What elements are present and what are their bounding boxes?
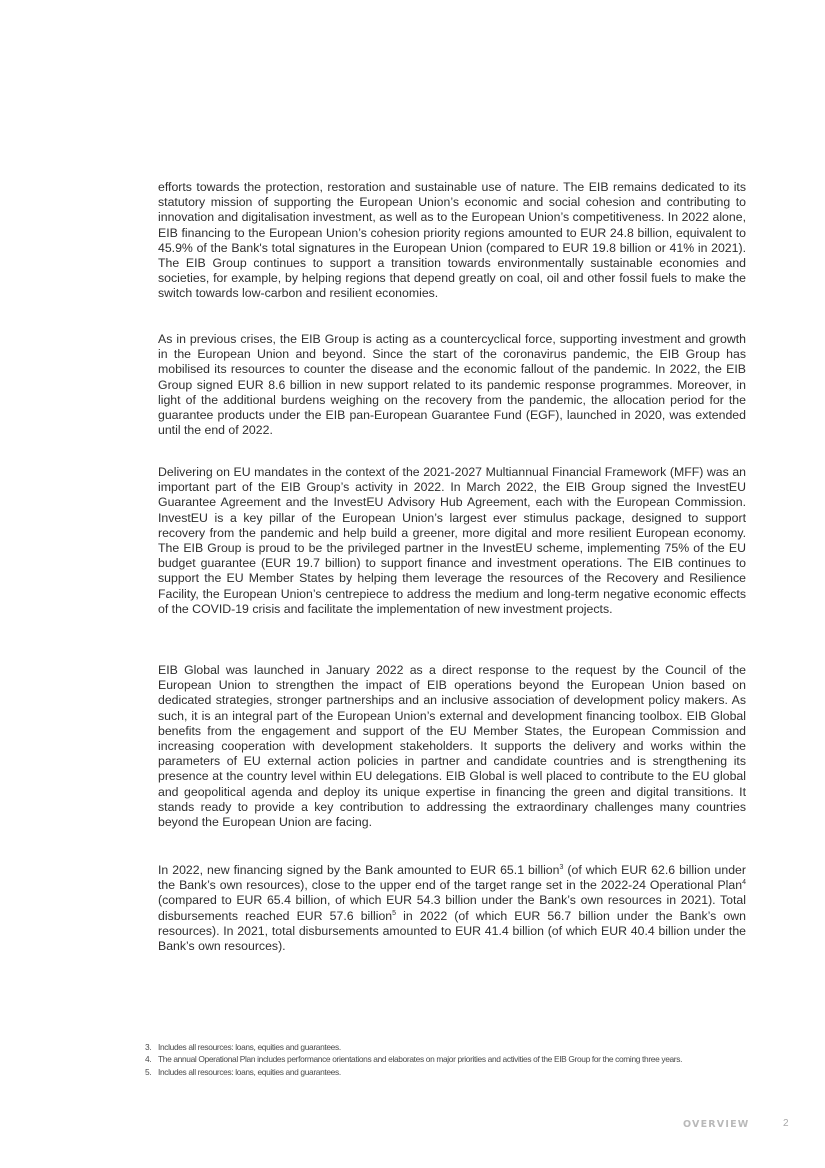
paragraph-text: EIB Global was launched in January 2022 as a direct response to the request by the Council of the European Union to strengthen the impact of EIB operations beyond the European Union based on dedicated strategies, stronger partnerships and an inclusive association of development policy makers. As such, it is an integral part of the European Union’s external and development financing toolbox. EIB Global benefits from the engagement and support of the EU Member States, the European Commission and increasing cooperation with development stakeholders. It supports the delivery and works within the parameters of EU external action policies in partner and candidate countries and is strengthening its presence at the country level within EU delegations. EIB Global is well placed to contribute to the EU global and geopolitical agenda and deploy its unique expertise in financing the green and digital transitions. It stands ready to provide a key contribution to addressing the extraordinary challenges many countries beyond the European Union are facing. (158, 663, 746, 830)
section-label: OVERVIEW (683, 1119, 750, 1130)
paragraph-financing-2022 (158, 863, 746, 954)
footnote-ref-4[interactable]: 4 (742, 879, 746, 887)
footnote-4 (145, 1053, 765, 1065)
paragraph-text: efforts towards the protection, restoration and sustainable use of nature. The EIB remains dedicated to its statutory mission of supporting the European Union’s economic and social cohesion and contributing to innovation and digitalisation investment, as well as to the European Union’s competitiveness. In 2022 alone, EIB financing to the European Union’s cohesion priority regions amounted to EUR 24.8 billion, equivalent to 45.9% of the Bank's total signatures in the European Union (compared to EUR 19.8 billion or 41% in 2021). The EIB Group continues to support a transition towards environmentally sustainable economies and societies, for example, by helping regions that depend greatly on coal, oil and other fossil fuels to make the switch towards low-carbon and resilient economies. (158, 180, 746, 301)
footnote-ref-5[interactable]: 5 (392, 909, 397, 917)
footnote-text: The annual Operational Plan includes performance orientations and elaborates on major priorities and activities of the EIB Group for the coming three years. (158, 1054, 683, 1065)
paragraph-crisis-response (158, 332, 746, 438)
paragraph-text: As in previous crises, the EIB Group is acting as a countercyclical force, supporting investment and growth in the European Union and beyond. Since the start of the coronavirus pandemic, the EIB Group has mobilised its resources to counter the disease and the economic fallout of the pandemic. In 2022, the EIB Group signed EUR 8.6 billion in new support related to its pandemic response programmes. Moreover, in light of the additional burdens weighing on the recovery from the pandemic, the allocation period for the guarantee products under the EIB pan-European Guarantee Fund (EGF), launched in 2020, was extended until the end of 2022. (158, 332, 746, 438)
paragraph-cohesion (158, 180, 746, 302)
footnote-number: 5. (145, 1066, 152, 1077)
paragraph-eu-mandates (158, 465, 746, 617)
footnote-number: 4. (145, 1054, 152, 1065)
paragraph-text (158, 863, 746, 954)
footnote-5 (145, 1066, 765, 1078)
text-run: In 2022, new financing signed by the Bank amounted to EUR 65.1 billion (158, 863, 560, 877)
text-run: in 2022 (of which EUR 56.7 billion under the Bank’s own resources). In 2021, total disbursements amounted to EUR 41.4 billion (of which EUR 40.4 billion under the Bank’s own resources). (158, 908, 746, 954)
footnote-text: Includes all resources: loans, equities and guarantees. (158, 1042, 341, 1052)
text-run: (of which EUR 62.6 billion under the Bank’s own resources), close to the upper end of the target range set in the 2022-24 Operational Plan (158, 863, 746, 893)
page-number: 2 (783, 1118, 789, 1129)
footnote-text: Includes all resources: loans, equities and guarantees. (158, 1066, 341, 1077)
footnotes (145, 1041, 765, 1078)
paragraph-eib-global (158, 663, 746, 830)
text-run: (compared to EUR 65.4 billion, of which EUR 54.3 billion under the Bank’s own resources in 2021). Total disbursements reached EUR 57.6 billion (158, 893, 746, 923)
footnote-3 (145, 1041, 765, 1053)
paragraph-text: Delivering on EU mandates in the context of the 2021-2027 Multiannual Financial Framework (MFF) was an important part of the EIB Group’s activity in 2022. In March 2022, the EIB Group signed the InvestEU Guarantee Agreement and the InvestEU Advisory Hub Agreement, each with the European Commission. InvestEU is a key pillar of the European Union’s largest ever stimulus package, designed to support recovery from the pandemic and help build a greener, more digital and more resilient European economy. The EIB Group is proud to be the privileged partner in the InvestEU scheme, implementing 75% of the EU budget guarantee (EUR 19.7 billion) to support finance and investment operations. The EIB continues to support the EU Member States by helping them leverage the resources of the Recovery and Resilience Facility, the European Union’s centrepiece to address the medium and long-term negative economic effects of the COVID-19 crisis and facilitate the implementation of new investment projects. (158, 465, 746, 616)
footnote-ref-3[interactable]: 3 (559, 863, 564, 871)
footnote-number: 3. (145, 1042, 152, 1052)
